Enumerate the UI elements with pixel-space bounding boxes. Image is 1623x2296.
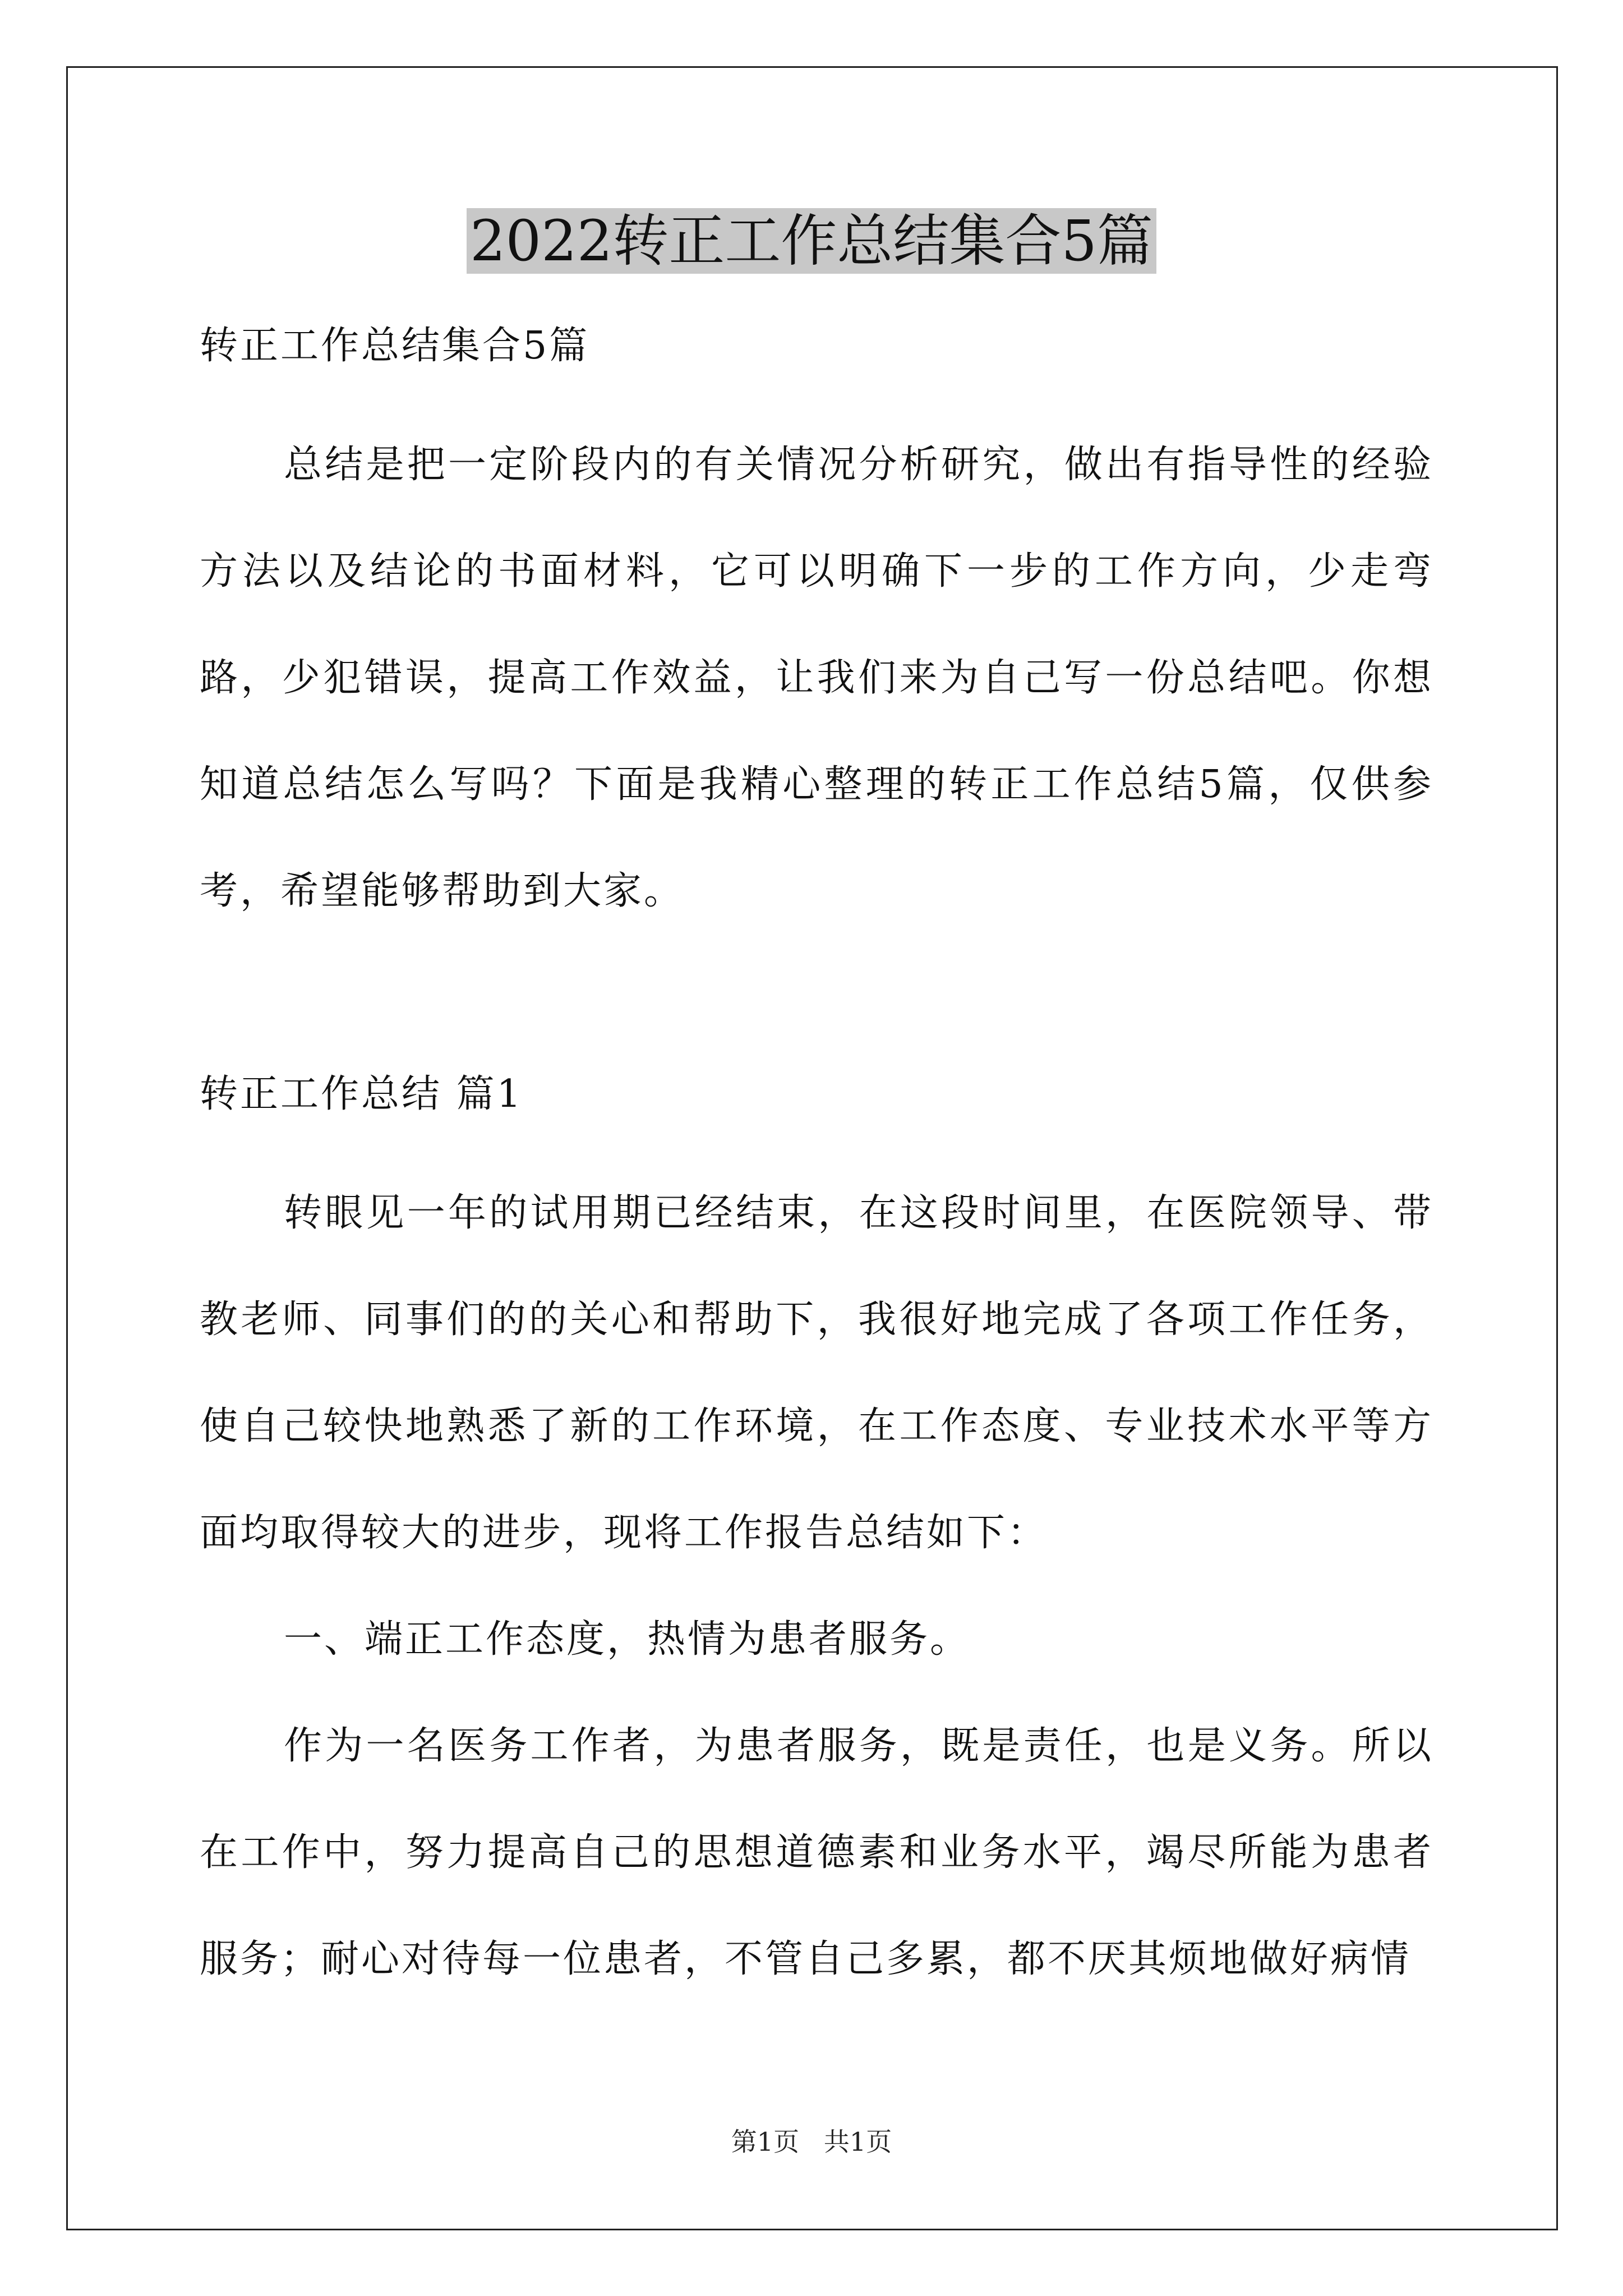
intro-paragraph: 总结是把一定阶段内的有关情况分析研究，做出有指导性的经验方法以及结论的书面材料，它可以明确下一步的工作方向，少走弯路，少犯错误，提高工作效益，让我们来为自己写一份总结吧。你想知道总结怎么写吗？下面是我精心整理的转正工作总结5篇，仅供参考，希望能够帮助到大家。 xyxy=(200,443,1433,913)
page-footer: 第1页 共1页 xyxy=(731,2127,892,2157)
section-point-heading: 一、端正工作态度，热情为患者服务。 xyxy=(284,1617,971,1662)
section-heading: 转正工作总结 篇1 xyxy=(200,1072,523,1116)
document-body xyxy=(200,314,1433,2013)
document-title xyxy=(0,202,1623,280)
body-paragraph: 作为一名医务工作者，为患者服务，既是责任，也是义务。所以在工作中，努力提高自己的思想道德素和业务水平，竭尽所能为患者服务；耐心对待每一位患者，不管自己多累，都不厌其烦地做好病情 xyxy=(200,1724,1433,1981)
document-subtitle: 转正工作总结集合5篇 xyxy=(200,324,590,368)
document-title-text: 2022转正工作总结集合5篇 xyxy=(467,208,1156,274)
body-paragraph: 转眼见一年的试用期已经结束，在这段时间里，在医院领导、带教老师、同事们的的关心和帮助下，我很好地完成了各项工作任务，使自己较快地熟悉了新的工作环境，在工作态度、专业技术水平等方面均取得较大的进步，现将工作报告总结如下： xyxy=(200,1191,1433,1555)
